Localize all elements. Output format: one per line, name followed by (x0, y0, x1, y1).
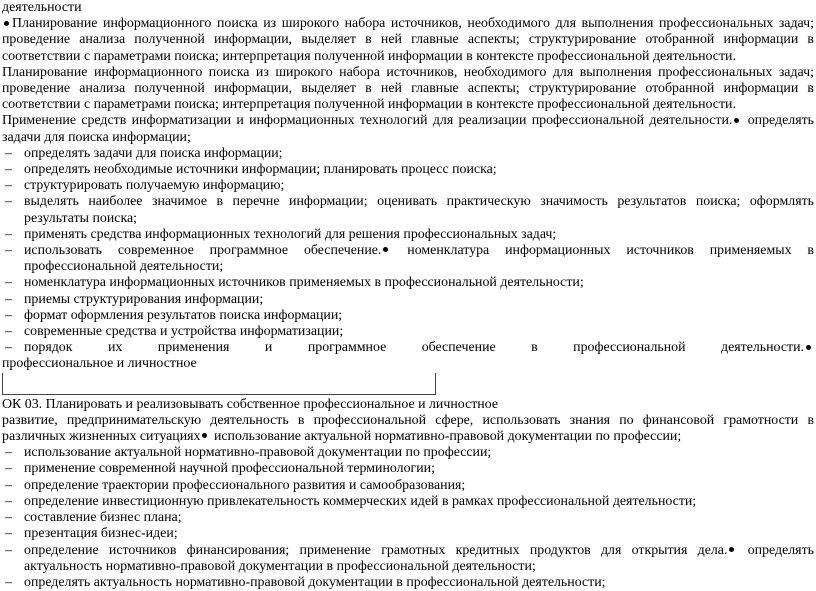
ok-paragraph: развитие, предпринимательскую деятельность в профессиональной сфере, использовать знания по финансовой грамотности в различных жизненных ситуациях использование актуальной нормативно-правовой документации по профессии; (2, 412, 814, 445)
dash-marker: – (5, 526, 12, 542)
after-list-text: профессиональное и личностное (2, 356, 197, 372)
dash-marker: – (5, 145, 12, 161)
top-word: деятельности (2, 0, 82, 15)
paragraph-2: Планирование информационного поиска из широкого набора источников, необходимого для выполнения профессиональных задач; проведение анализа полученной информации, выделяет в ней главные аспекты; структурирование отобранной информации в соответствии с параметрами поиска; интерпретация полученной информации в контексте профессиональной деятельности. (2, 64, 814, 113)
list-item (2, 324, 814, 340)
dash-marker: – (5, 445, 12, 461)
dash-marker: – (5, 275, 12, 291)
list-item-text: определение траектории профессионального развития и самообразования; (24, 477, 466, 493)
dash-marker: – (5, 307, 12, 323)
paragraph-3: Применение средств информатизации и информационных технологий для реализации профессиональной деятельности. определять задачи для поиска информации; (2, 113, 814, 145)
dash-marker: – (5, 291, 12, 307)
dash-marker: – (5, 243, 12, 259)
knowledge-list (2, 275, 814, 356)
list-item-text: формат оформления результатов поиска информации; (24, 307, 343, 323)
list-item-text: номенклатура информационных источников применяемых в профессиональной деятельности; (24, 275, 584, 291)
dash-marker: – (5, 477, 12, 493)
list-item (2, 292, 814, 308)
list-item (2, 162, 814, 178)
list-item-text: применение современной научной профессиональной терминологии; (24, 461, 435, 477)
dash-marker: – (5, 178, 12, 194)
bullet-icon (806, 345, 811, 350)
dash-marker: – (5, 324, 12, 340)
bullet-icon (729, 547, 734, 552)
list-item-text: презентация бизнес-идеи; (24, 526, 178, 542)
list-item (2, 243, 814, 275)
list-item (2, 575, 814, 591)
list-item-text: составление бизнес плана; (24, 510, 182, 526)
empty-table-cell (2, 373, 436, 395)
list-item-text-continued: определять актуальность нормативно-правовой документации в профессиональной деятельности; (24, 542, 814, 574)
list-item-text: выделять наиболее значимое в перечне информации; оценивать практическую значимость результатов поиска; оформлять результаты поиска; (24, 194, 814, 226)
ability-list (2, 575, 814, 591)
bullet-icon (202, 433, 207, 438)
dash-marker: – (5, 574, 12, 590)
list-item-text: применять средства информационных технологий для решения профессиональных задач; (24, 226, 557, 242)
list-item-text: определять необходимые источники информации; планировать процесс поиска; (24, 162, 497, 178)
dash-marker: – (5, 194, 12, 210)
list-item-text: определять актуальность нормативно-правовой документации в профессиональной деятельности; (24, 574, 606, 590)
dash-marker: – (5, 510, 12, 526)
list-item (2, 526, 814, 542)
list-item-text: использование актуальной нормативно-правовой документации по профессии; (24, 445, 492, 461)
list-item (2, 340, 814, 356)
list-item (2, 461, 814, 477)
dash-marker: – (5, 162, 12, 178)
list-item-text-continued: номенклатура информационных источников применяемых в профессиональной деятельности; (24, 243, 814, 275)
document-page (2, 0, 814, 591)
list-item (2, 227, 814, 243)
list-item-text: определение источников финансирования; применение грамотных кредитных продуктов для открытия дела. (24, 542, 728, 558)
list-item (2, 478, 814, 494)
paragraph-1: Планирование информационного поиска из широкого набора источников, необходимого для выполнения профессиональных задач; проведение анализа полученной информации, выделяет в ней главные аспекты; структурирование отобранной информации в соответствии с параметрами поиска; интерпретация полученной информации в контексте профессиональной деятельности. (2, 16, 814, 64)
dash-marker: – (5, 461, 12, 477)
dash-marker: – (5, 542, 12, 558)
list-item-text: использовать современное программное обеспечение. (24, 243, 382, 259)
bullet-icon (4, 21, 9, 26)
bullet-icon (734, 118, 739, 123)
dash-marker: – (5, 340, 12, 356)
list-item-text: современные средства и устройства информатизации; (24, 324, 344, 340)
list-item (2, 194, 814, 226)
list-item-text: определять задачи для поиска информации; (24, 145, 283, 161)
list-item-text: приемы структурирования информации; (24, 291, 264, 307)
list-item (2, 510, 814, 526)
list-item (2, 178, 814, 194)
list-item (2, 543, 814, 575)
bullet-icon (383, 247, 388, 252)
list-item (2, 275, 814, 291)
skills-list (2, 146, 814, 276)
list-item (2, 494, 814, 510)
ok-title: ОК 03. Планировать и реализовывать собственное профессиональное и личностное (2, 396, 499, 412)
list-item-text: порядок их применения и программное обеспечение в профессиональной деятельности. (24, 340, 804, 356)
list-item (2, 146, 814, 162)
list-item (2, 445, 814, 461)
list-item (2, 308, 814, 324)
competence-list (2, 445, 814, 575)
list-item-text: структурировать получаемую информацию; (24, 178, 285, 194)
dash-marker: – (5, 493, 12, 509)
list-item-text: определение инвестиционную привлекательность коммерческих идей в рамках профессиональной деятельности; (24, 493, 697, 509)
dash-marker: – (5, 226, 12, 242)
